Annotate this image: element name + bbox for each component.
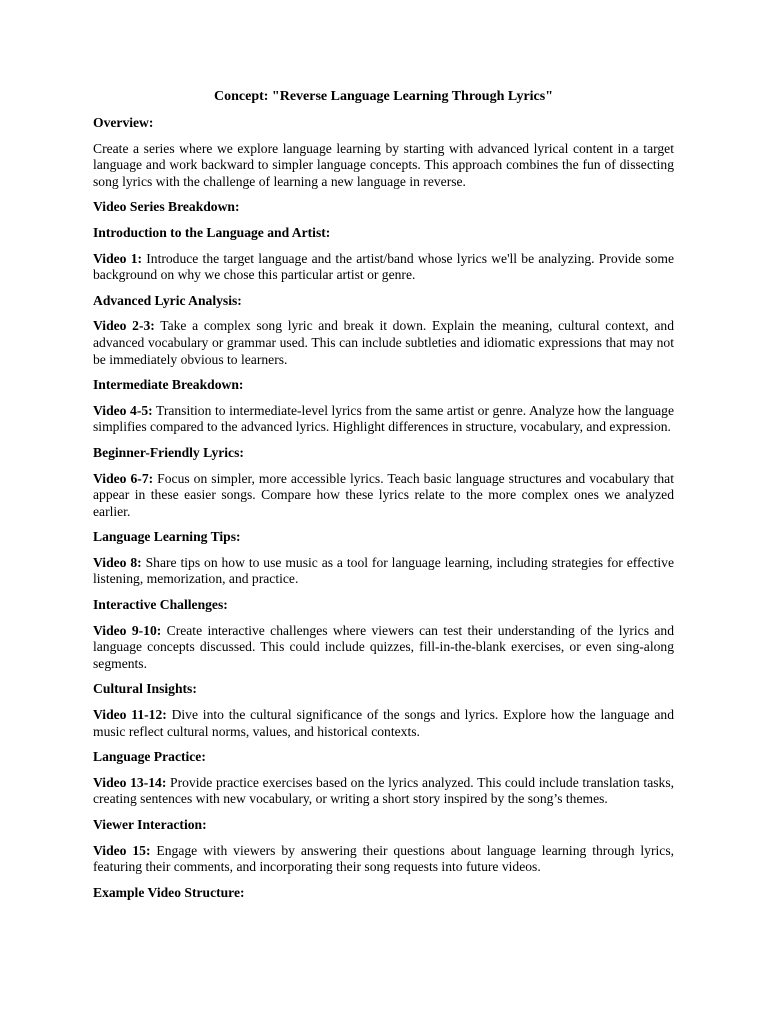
section-text: Share tips on how to use music as a tool for language learning, including strategies for effective listening, memorization, and practice. — [93, 554, 675, 587]
sections-list — [93, 225, 674, 876]
section-text: Dive into the cultural significance of the songs and lyrics. Explore how the language and music reflect cultural norms, values, and historical contexts. — [93, 707, 675, 739]
video-label: Video 2-3: — [93, 318, 155, 334]
section-heading: Interactive Challenges: — [93, 597, 228, 613]
section-paragraph — [93, 318, 674, 368]
section-text: Engage with viewers by answering their questions about language learning through lyrics, featuring their comments, and incorporating their song requests into future videos. — [93, 842, 675, 875]
section-heading: Viewer Interaction: — [93, 817, 207, 832]
section-heading: Language Practice: — [93, 749, 206, 765]
section-text: Focus on simpler, more accessible lyrics. Teach basic language structures and vocabulary that appear in these easier songs. Compare how these lyrics relate to the more complex ones we analyzed earlier. — [93, 470, 674, 519]
video-label: Video 4-5: — [93, 402, 153, 418]
section-heading: Language Learning Tips: — [93, 529, 241, 545]
section-text: Transition to intermediate-level lyrics from the same artist or genre. Analyze how the language simplifies compared to the advanced lyrics. Highlight differences in structure, vocabulary, and expression. — [93, 402, 674, 435]
series-breakdown-heading: Video Series Breakdown: — [93, 199, 240, 215]
section-heading: Beginner-Friendly Lyrics: — [93, 444, 244, 460]
section-paragraph — [93, 403, 674, 436]
section-heading: Cultural Insights: — [93, 681, 197, 697]
overview-heading: Overview: — [93, 115, 154, 130]
section-heading: Intermediate Breakdown: — [93, 377, 244, 393]
section-paragraph — [93, 775, 674, 808]
section-paragraph — [93, 707, 674, 740]
page-title: Concept: "Reverse Language Learning Through Lyrics" — [214, 89, 553, 104]
section-text: Take a complex song lyric and break it down. Explain the meaning, cultural context, and advanced vocabulary or grammar used. This can include subtleties and idiomatic expressions that may not be immediately obvious to learners. — [93, 318, 674, 367]
section-text: Introduce the target language and the artist/band whose lyrics we'll be analyzing. Provide some background on why we chose this particular artist or genre. — [93, 250, 675, 283]
overview-paragraph: Create a series where we explore language learning by starting with advanced lyrical content in a target language and work backward to simpler language concepts. This approach combines the fun of dissecting song lyrics with the challenge of learning a new language in reverse. — [93, 140, 674, 189]
section-text: Provide practice exercises based on the lyrics analyzed. This could include translation tasks, creating sentences with new vocabulary, or writing a short story inspired by the song’s themes. — [93, 774, 675, 807]
section-paragraph — [93, 555, 674, 588]
document-page — [93, 88, 674, 910]
section-heading: Advanced Lyric Analysis: — [93, 292, 242, 308]
section-heading: Introduction to the Language and Artist: — [93, 224, 331, 240]
section-paragraph — [93, 843, 674, 876]
video-label: Video 15: — [93, 842, 151, 858]
video-label: Video 9-10: — [93, 622, 162, 638]
video-label: Video 11-12: — [93, 707, 167, 723]
section-text: Create interactive challenges where viewers can test their understanding of the lyrics and language concepts discussed. This could include quizzes, fill-in-the-blank exercises, or even sing-along segments. — [93, 622, 674, 671]
section-paragraph — [93, 471, 674, 521]
example-structure-heading: Example Video Structure: — [93, 884, 245, 900]
video-label: Video 13-14: — [93, 774, 167, 790]
section-paragraph — [93, 623, 674, 673]
section-paragraph — [93, 251, 674, 284]
video-label: Video 1: — [93, 250, 143, 266]
video-label: Video 8: — [93, 554, 142, 570]
video-label: Video 6-7: — [93, 470, 154, 486]
